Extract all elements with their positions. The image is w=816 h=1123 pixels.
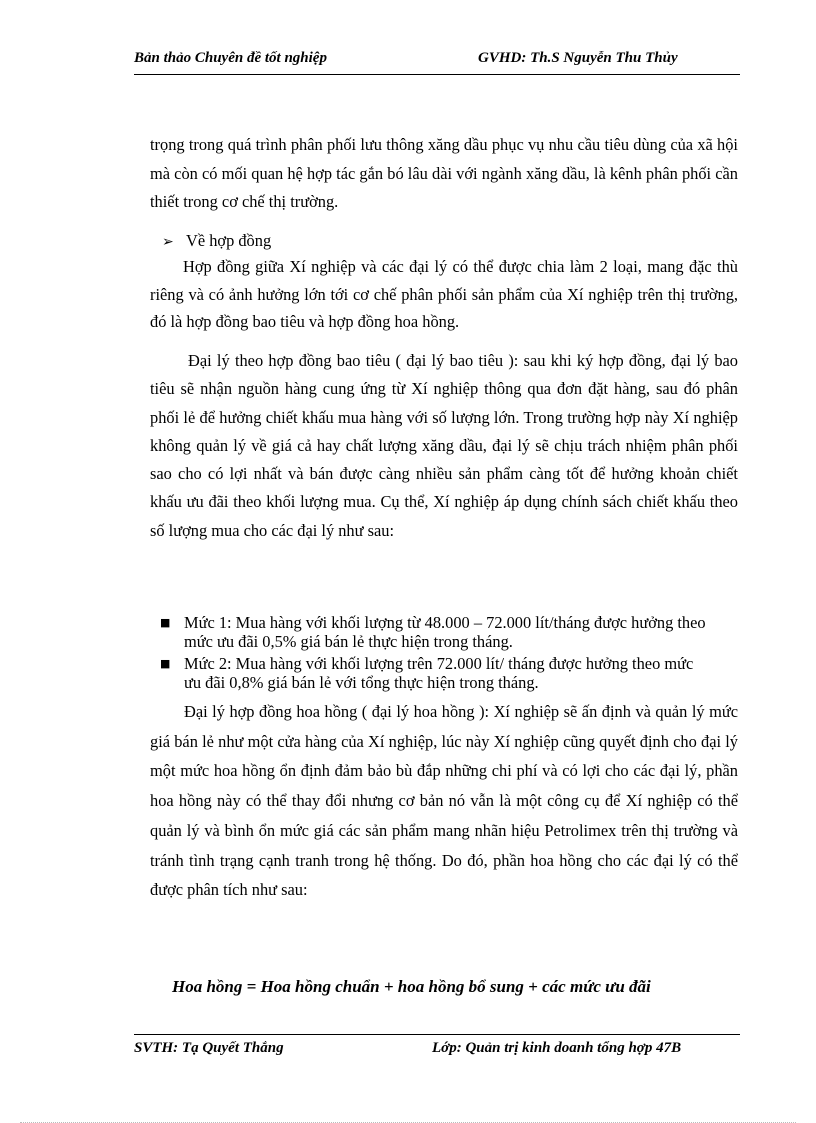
section-heading bbox=[162, 231, 271, 252]
header-document-title: Bản thảo Chuyên đề tốt nghiệp bbox=[134, 50, 327, 66]
square-bullet-icon: ■ bbox=[160, 657, 171, 670]
section-heading-text: Về hợp đồng bbox=[186, 231, 272, 250]
footer-class: Lớp: Quản trị kinh doanh tổng hợp 47B bbox=[432, 1040, 682, 1056]
square-bullet-icon: ■ bbox=[160, 616, 171, 629]
page-footer bbox=[134, 1034, 740, 1061]
list-item-text: Mức 1: Mua hàng với khối lượng từ 48.000 – 72.000 lít/tháng được hưởng theo mức ưu đãi 0,5% giá bán lẻ thực hiện trong tháng. bbox=[184, 613, 706, 651]
page-header bbox=[134, 48, 740, 75]
header-supervisor: GVHD: Th.S Nguyễn Thu Thủy bbox=[478, 50, 678, 66]
footer-student: SVTH: Tạ Quyết Thắng bbox=[134, 1040, 284, 1056]
list-item bbox=[160, 613, 714, 651]
paragraph-commission-agent: Đại lý hợp đồng hoa hồng ( đại lý hoa hồng ): Xí nghiệp sẽ ấn định và quản lý mức giá bán lẻ như một cửa hàng của Xí nghiệp, lúc này Xí nghiệp cũng quyết định cho đại lý một mức hoa hồng ổn định đảm bảo bù đắp những chi phí và có lợi cho các đại lý, phần hoa hồng này có thể thay đổi nhưng cơ bản nó vẫn là một công cụ để Xí nghiệp có thể quản lý và bình ổn mức giá các sản phẩm mang nhãn hiệu Petrolimex trên thị trường và tránh tình trạng cạnh tranh trong hệ thống. Do đó, phần hoa hồng cho các đại lý có thể được phân tích như sau: bbox=[150, 702, 738, 900]
list-item-text: Mức 2: Mua hàng với khối lượng trên 72.000 lít/ tháng được hưởng theo mức ưu đãi 0,8% giá bán lẻ với tổng thực hiện trong tháng. bbox=[184, 654, 694, 692]
arrow-right-icon: ➢ bbox=[162, 234, 174, 250]
discount-level-list bbox=[160, 613, 740, 695]
commission-formula: Hoa hồng = Hoa hồng chuẩn + hoa hồng bổ sung + các mức ưu đãi bbox=[172, 977, 651, 996]
list-item bbox=[160, 654, 714, 692]
paragraph-contract-types: Hợp đồng giữa Xí nghiệp và các đại lý có thể được chia làm 2 loại, mang đặc thù riêng và có ảnh hưởng lớn tới cơ chế phân phối sản phẩm của Xí nghiệp trên thị trường, đó là hợp đồng bao tiêu và hợp đồng hoa hồng. bbox=[150, 257, 738, 331]
paragraph-guaranteed-agent: Đại lý theo hợp đồng bao tiêu ( đại lý bao tiêu ): sau khi ký hợp đồng, đại lý bao tiêu sẽ nhận nguồn hàng cung ứng từ Xí nghiệp thông qua đơn đặt hàng, sau đó phân phối lẻ để hưởng chiết khấu mua hàng với số lượng lớn. Trong trường hợp này Xí nghiệp không quản lý về giá cả hay chất lượng xăng dầu, đại lý sẽ chịu trách nhiệm phân phối sao cho có lợi nhất và bán được càng nhiều sản phẩm càng tốt để hưởng khoản chiết khấu ưu đãi theo khối lượng mua. Cụ thể, Xí nghiệp áp dụng chính sách chiết khấu theo số lượng mua cho các đại lý như sau: bbox=[150, 351, 738, 540]
paragraph-intro-continuation: trọng trong quá trình phân phối lưu thông xăng dầu phục vụ nhu cầu tiêu dùng của xã hội mà còn có mối quan hệ hợp tác gắn bó lâu dài với ngành xăng dầu, là kênh phân phối cần thiết trong cơ chế thị trường. bbox=[150, 135, 738, 211]
